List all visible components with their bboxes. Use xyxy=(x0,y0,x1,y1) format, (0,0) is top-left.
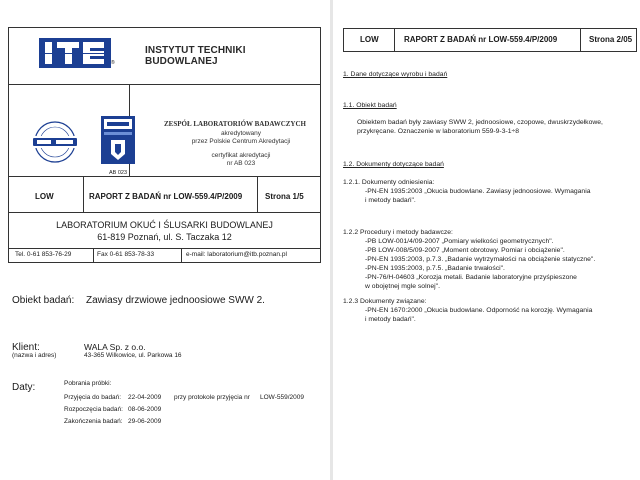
client-sublabel: (nazwa i adres) xyxy=(12,352,57,359)
received-label: Przyjęcia do badań: xyxy=(64,394,122,401)
start-date: 08-06-2009 xyxy=(128,406,162,413)
dates-label: Daty: xyxy=(12,382,36,393)
client-name: WALA Sp. z o.o. xyxy=(84,342,146,352)
report-title: RAPORT Z BADAŃ nr LOW-559.4/P/2009 xyxy=(404,35,558,44)
report-header-box xyxy=(8,27,321,263)
phone-number: Tel. 0-61 853-76-29 xyxy=(15,251,72,258)
itb-logo xyxy=(39,38,111,68)
report-page-2 xyxy=(333,0,640,480)
divider xyxy=(9,248,320,249)
object-label: Obiekt badań: xyxy=(12,295,75,306)
procedure-line: w obojętnej mgle solnej". xyxy=(365,283,440,290)
ilac-mra-logo xyxy=(29,120,81,164)
procedure-line: -PB LOW-008/5/09-2007 „Moment obrotowy. Pomiar i obciążenie". xyxy=(365,247,565,254)
item-heading: 1.2.1. Dokumenty odniesienia: xyxy=(343,179,435,186)
start-label: Rozpoczęcia badań: xyxy=(64,406,123,413)
protocol-label: przy protokole przyjęcia nr xyxy=(174,394,250,401)
procedure-line: -PN-EN 1935:2003, p.7.5. „Badanie trwałości". xyxy=(365,265,505,272)
divider xyxy=(580,29,581,51)
reference-line: i metody badań". xyxy=(365,197,416,204)
subsection-heading: 1.1. Obiekt badań xyxy=(343,102,397,109)
paragraph-line: przykręcane. Oznaczenie w laboratorium 559-9-3-1÷8 xyxy=(357,128,520,135)
report-title: RAPORT Z BADAŃ nr LOW-559.4/P/2009 xyxy=(89,192,243,201)
divider xyxy=(181,248,182,262)
divider xyxy=(257,176,258,212)
procedure-line: -PB LOW-001/4/09-2007 „Pomiary wielkości geometrycznych". xyxy=(365,238,554,245)
divider xyxy=(93,248,94,262)
paragraph-line: Obiektem badań były zawiasy SWW 2, jednoosiowe, czopowe, dwuskrzydełkowe, xyxy=(357,119,603,126)
end-label: Zakończenia badań: xyxy=(64,418,123,425)
protocol-number: LOW-559/2009 xyxy=(260,394,304,401)
lab-code: LOW xyxy=(360,35,379,44)
divider xyxy=(394,29,395,51)
accreditation-number: AB 023 xyxy=(109,170,128,176)
team-accredited-by: przez Polskie Centrum Akredytacji xyxy=(191,138,291,145)
received-date: 22-04-2009 xyxy=(128,394,162,401)
reference-line: -PN-EN 1670:2000 „Okucia budowlane. Odporność na korozję. Wymagania xyxy=(365,307,593,314)
registered-mark: ® xyxy=(111,60,115,66)
object-value: Zawiasy drzwiowe jednoosiowe SWW 2. xyxy=(86,295,265,306)
procedure-line: -PN-EN 1935:2003, p.7.3. „Badanie wytrzymałości na obciążenie statyczne". xyxy=(365,256,596,263)
pca-logo xyxy=(101,116,135,164)
laboratory-address: 61-819 Poznań, ul. S. Taczaka 12 xyxy=(97,232,232,242)
page-number: Strona 1/5 xyxy=(265,192,304,201)
divider xyxy=(9,212,320,213)
laboratory-name: LABORATORIUM OKUĆ I ŚLUSARKI BUDOWLANEJ xyxy=(56,220,273,230)
divider xyxy=(9,84,320,85)
email-address: e-mail: laboratorium@itb.poznan.pl xyxy=(186,251,287,258)
reference-line: -PN-EN 1935:2003 „Okucia budowlane. Zawiasy jednoosiowe. Wymagania xyxy=(365,188,591,195)
certificate-number: nr AB 023 xyxy=(226,160,256,167)
team-title: ZESPÓŁ LABORATORIÓW BADAWCZYCH xyxy=(164,120,306,128)
section-heading: 1. Dane dotyczące wyrobu i badań xyxy=(343,71,448,78)
report-header-box xyxy=(343,28,637,52)
end-date: 29-06-2009 xyxy=(128,418,162,425)
institute-name: INSTYTUT TECHNIKI BUDOWLANEJ xyxy=(145,45,246,67)
reference-line: i metody badań". xyxy=(365,316,416,323)
sampling-label: Pobrania próbki: xyxy=(64,380,112,387)
page-number: Strona 2/05 xyxy=(589,35,633,44)
divider xyxy=(9,176,320,177)
client-address: 43-365 Wilkowice, ul. Parkowa 16 xyxy=(84,352,182,359)
certificate-label: certyfikat akredytacji xyxy=(211,152,271,159)
item-heading: 1.2.2 Procedury i metody badawcze: xyxy=(343,229,453,236)
procedure-line: -PN-76/H-04603 „Korozja metali. Badanie laboratoryjne przyśpieszone xyxy=(365,274,577,281)
fax-number: Fax 0-61 853-78-33 xyxy=(97,251,155,258)
divider xyxy=(83,176,84,212)
subsection-heading: 1.2. Dokumenty dotyczące badań xyxy=(343,161,444,168)
lab-code: LOW xyxy=(35,192,54,201)
team-accredited: akredytowany xyxy=(220,130,262,137)
item-heading: 1.2.3 Dokumenty związane: xyxy=(343,298,427,305)
client-label: Klient: xyxy=(12,342,40,353)
